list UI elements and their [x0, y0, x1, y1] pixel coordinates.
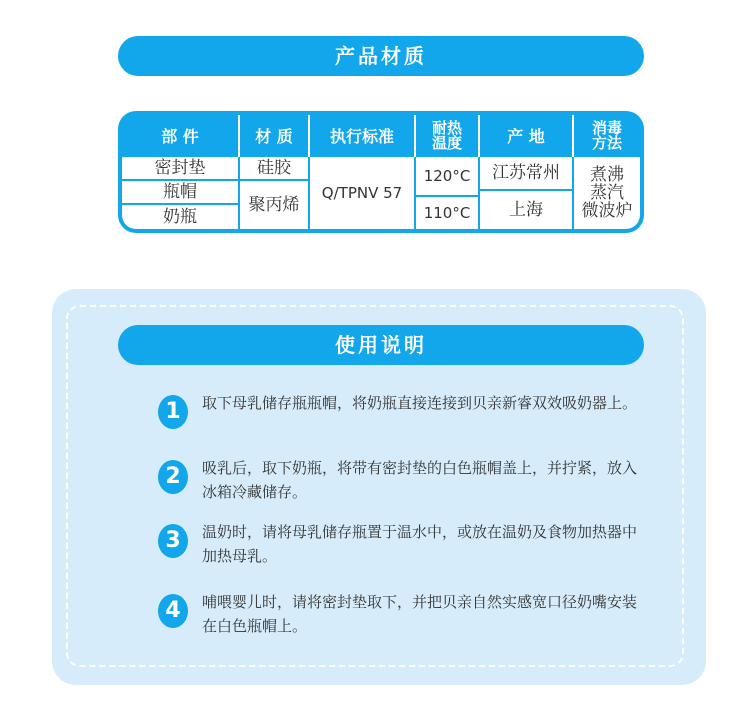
materials-table: [118, 111, 644, 233]
step-text: 取下母乳储存瓶瓶帽，将奶瓶直接连接到贝亲新睿双效吸奶器上。: [202, 394, 638, 412]
step-number-badge: 1: [158, 395, 188, 429]
step-number-badge: 4: [158, 594, 188, 628]
header-material: 材 质: [255, 126, 293, 146]
header-disinfection: 消毒 方法: [591, 119, 622, 152]
step-text: 温奶时，请将母乳储存瓶置于温水中，或放在温奶及食物加热器中加热母乳。: [202, 523, 638, 565]
step-number-badge: 2: [158, 460, 188, 494]
header-standard: 执行标准: [329, 126, 394, 146]
origin-cell: 江苏常州: [480, 157, 574, 191]
disinfection-method: 煮沸: [590, 165, 624, 185]
part-cell: 密封垫: [122, 157, 240, 181]
header-part: 部 件: [161, 126, 199, 146]
step-text: 吸乳后，取下奶瓶，将带有密封垫的白色瓶帽盖上，并拧紧，放入冰箱冷藏储存。: [202, 459, 638, 501]
header-heat-temp: 耐热 温度: [431, 119, 462, 152]
standard-cell: Q/TPNV 57: [310, 157, 416, 229]
origin-cell: 上海: [480, 191, 574, 229]
step-text: 哺喂婴儿时，请将密封垫取下，并把贝亲自然实感宽口径奶嘴安装在白色瓶帽上。: [202, 593, 638, 635]
temp-cell: 110°C: [416, 197, 480, 229]
material-cell: 硅胶: [240, 157, 310, 181]
header-origin: 产 地: [507, 126, 545, 146]
disinfection-method: 蒸汽: [590, 183, 624, 203]
material-cell: 聚丙烯: [240, 181, 310, 229]
disinfection-method: 微波炉: [581, 201, 633, 221]
part-cell: 奶瓶: [122, 205, 240, 229]
temp-cell: 120°C: [416, 157, 480, 197]
usage-title: 使用说明: [118, 325, 644, 365]
materials-table-body: [122, 157, 640, 229]
step-number-badge: 3: [158, 524, 188, 558]
materials-title: 产品材质: [118, 36, 644, 76]
disinfection-cell: [574, 157, 640, 229]
part-cell: 瓶帽: [122, 181, 240, 205]
